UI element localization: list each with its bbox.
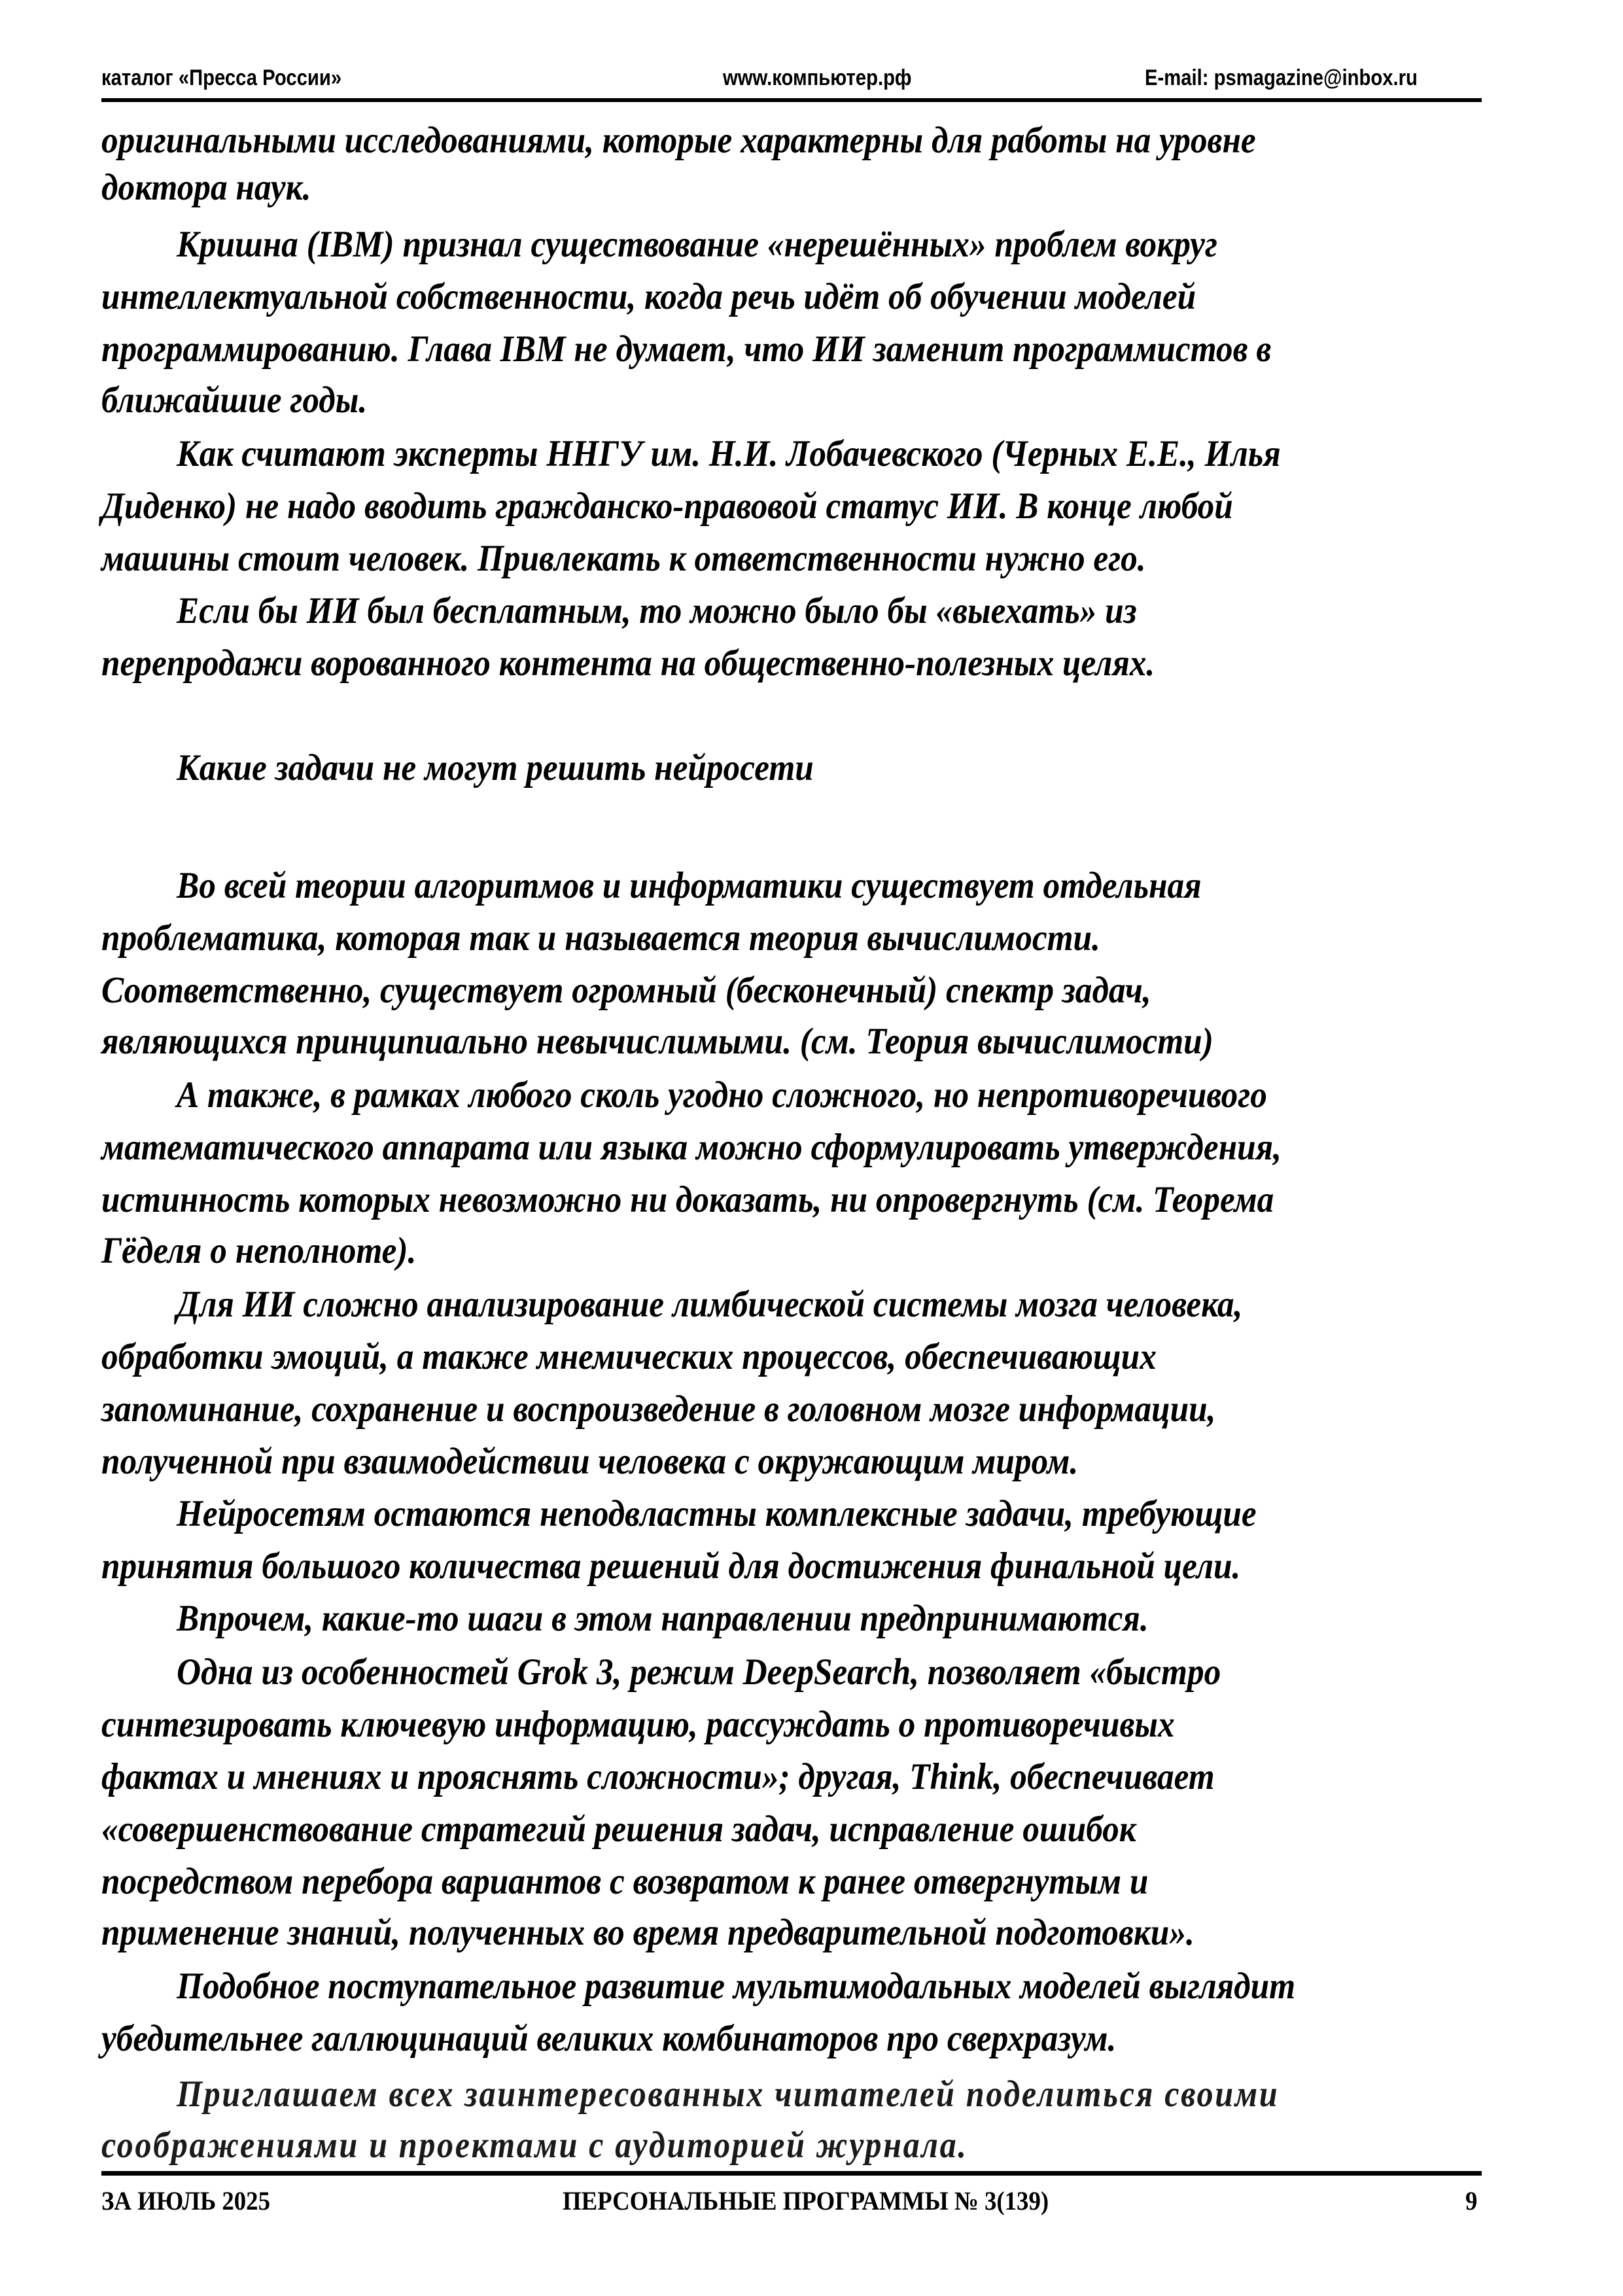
text-line: фактах и мнениях и прояснять сложности»; другая, Think, обеспечивает <box>101 1756 1215 1797</box>
text-line: «совершенствование стратегий решения задач, исправление ошибок <box>101 1809 1136 1850</box>
text-line: Для ИИ сложно анализирование лимбической системы мозга человека, <box>177 1284 1243 1325</box>
text-line: доктора наук. <box>101 167 311 208</box>
footer-date: ЗА ИЮЛЬ 2025 <box>101 2186 270 2216</box>
text-line: интеллектуальной собственности, когда речь идёт об обучении моделей <box>101 276 1196 317</box>
text-line: оригинальными исследованиями, которые характерны для работы на уровне <box>101 120 1256 161</box>
text-line: Соответственно, существует огромный (бесконечный) спектр задач, <box>101 970 1151 1011</box>
text-line: Как считают эксперты ННГУ им. Н.И. Лобачевского (Черных Е.Е., Илья <box>177 433 1281 474</box>
text-line: обработки эмоций, а также мнемических процессов, обеспечивающих <box>101 1336 1157 1377</box>
text-line: Подобное поступательное развитие мультимодальных моделей выглядит <box>177 1966 1296 2007</box>
text-line: убедительнее галлюцинаций великих комбинаторов про сверхразум. <box>101 2018 1117 2059</box>
text-line: Если бы ИИ был бесплатным, то можно было бы «выехать» из <box>177 590 1137 631</box>
text-line: Впрочем, какие-то шаги в этом направлении предпринимаются. <box>177 1598 1149 1639</box>
section-heading: Какие задачи не могут решить нейросети <box>177 747 814 788</box>
text-line: запоминание, сохранение и воспроизведение в головном мозге информации, <box>101 1388 1216 1430</box>
text-line: машины стоит человек. Привлекать к ответственности нужно его. <box>101 538 1146 579</box>
footer-magazine-issue: ПЕРСОНАЛЬНЫЕ ПРОГРАММЫ № 3(139) <box>563 2186 1049 2216</box>
text-line: ближайшие годы. <box>101 380 368 421</box>
header-catalog: каталог «Пресса России» <box>101 65 342 90</box>
text-line: синтезировать ключевую информацию, рассуждать о противоречивых <box>101 1704 1175 1745</box>
text-line: Нейросетям остаются неподвластны комплексные задачи, требующие <box>177 1493 1257 1534</box>
text-line: посредством перебора вариантов с возвратом к ранее отвергнутым и <box>101 1861 1149 1902</box>
text-line: соображениями и проектами с аудиторией журнала. <box>101 2125 968 2166</box>
text-line: программированию. Глава IBM не думает, что ИИ заменит программистов в <box>101 328 1272 370</box>
text-line: истинность которых невозможно ни доказать, ни опровергнуть (см. Теорема <box>101 1179 1274 1220</box>
text-line: являющихся принципиально невычислимыми. (см. Теория вычислимости) <box>101 1021 1213 1062</box>
text-line: полученной при взаимодействии человека с окружающим миром. <box>101 1441 1079 1482</box>
header-rule <box>101 98 1482 102</box>
footer-page-number: 9 <box>1465 2186 1478 2216</box>
text-line: проблематика, которая так и называется теория вычислимости. <box>101 917 1100 959</box>
text-line: Диденко) не надо вводить гражданско-правовой статус ИИ. В конце любой <box>101 486 1233 527</box>
text-line: математического аппарата или языка можно сформулировать утверждения, <box>101 1127 1282 1168</box>
text-line: А также, в рамках любого сколь угодно сложного, но непротиворечивого <box>177 1074 1267 1116</box>
header-email: E-mail: psmagazine@inbox.ru <box>1145 65 1418 90</box>
text-line: Гёделя о неполноте). <box>101 1230 417 1271</box>
header-website: www.компьютер.рф <box>723 65 912 90</box>
text-line: перепродажи ворованного контента на общественно-полезных целях. <box>101 643 1155 684</box>
text-line: Кришна (IBM) признал существование «нерешённых» проблем вокруг <box>177 224 1217 265</box>
footer-rule <box>101 2171 1482 2176</box>
text-line: Приглашаем всех заинтересованных читателей поделиться своими <box>177 2074 1280 2115</box>
text-line: применение знаний, полученных во время предварительной подготовки». <box>101 1912 1195 1953</box>
text-line: Во всей теории алгоритмов и информатики существует отдельная <box>177 865 1202 906</box>
text-line: Одна из особенностей Grok 3, режим DeepSearch, позволяет «быстро <box>177 1651 1221 1693</box>
text-line: принятия большого количества решений для достижения финальной цели. <box>101 1545 1241 1587</box>
